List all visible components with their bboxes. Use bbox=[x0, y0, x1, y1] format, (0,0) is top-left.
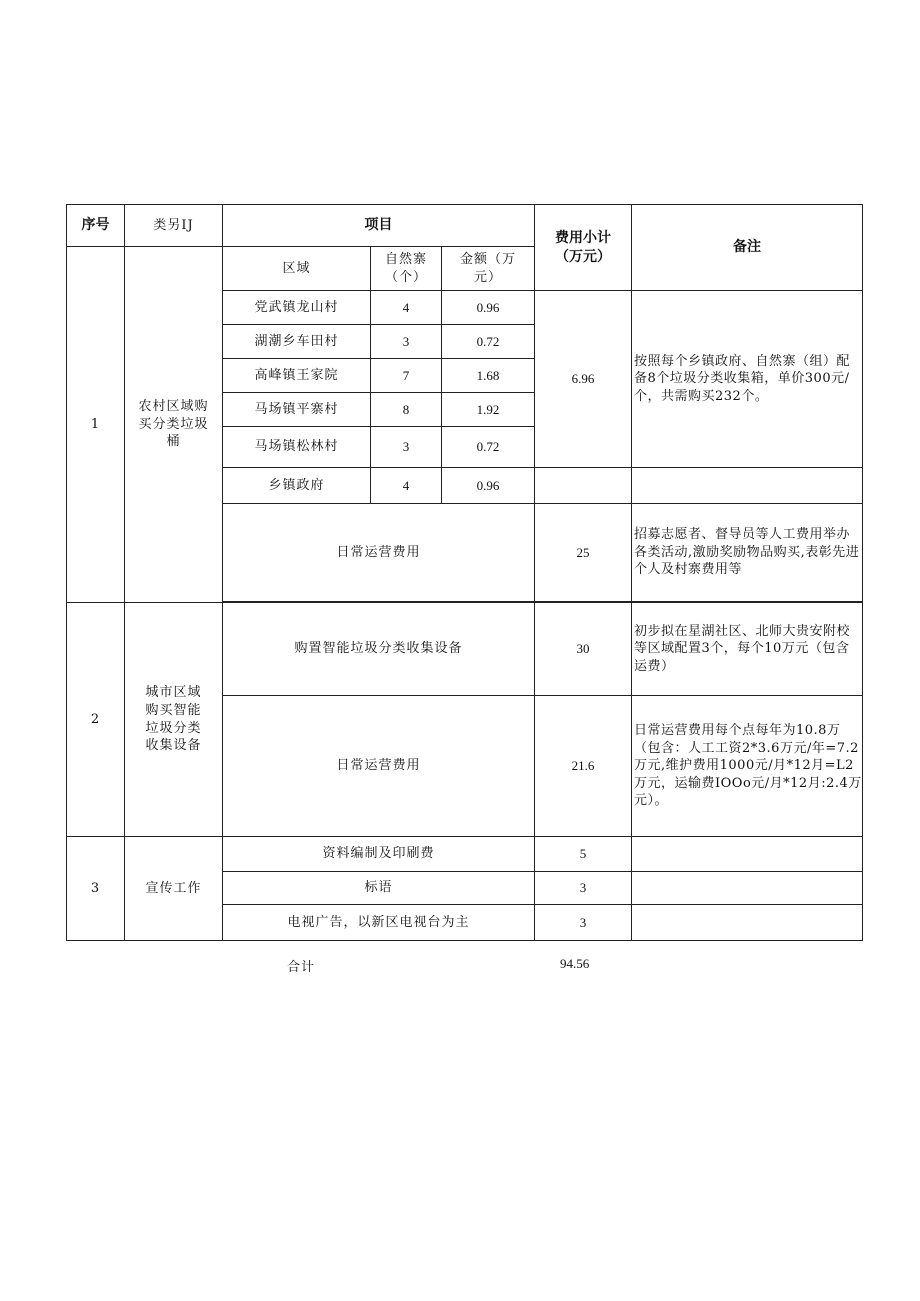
item-subtotal: 5 bbox=[535, 837, 632, 872]
amount-cell: 0.72 bbox=[442, 325, 535, 359]
purchase-subtotal: 30 bbox=[535, 603, 632, 696]
section1-seq: 1 bbox=[67, 247, 125, 603]
section2-seq: 2 bbox=[67, 603, 125, 837]
ops-label: 日常运营费用 bbox=[223, 504, 535, 602]
section3-seq: 3 bbox=[67, 837, 125, 941]
amount-cell: 1.68 bbox=[442, 359, 535, 393]
table-row bbox=[67, 837, 863, 872]
region-cell: 湖潮乡车田村 bbox=[223, 325, 371, 359]
purchase-remark: 初步拟在星湖社区、北师大贵安附校等区域配置3个，每个10万元（包含运费） bbox=[632, 603, 863, 696]
section1-subtotal: 6.96 bbox=[535, 291, 632, 468]
total-value: 94.56 bbox=[560, 956, 590, 971]
section2-category: 城市区域 购买智能 垃圾分类 收集设备 bbox=[125, 603, 223, 837]
section1-remark: 按照每个乡镇政府、自然寨（组）配备8个垃圾分类收集箱，单价300元/个，共需购买232个。 bbox=[632, 291, 863, 468]
total-label: 合计 bbox=[287, 960, 316, 975]
ops-remark: 招募志愿者、督导员等人工费用举办各类活动,激励奖励物品购买,表彰先进个人及村寨费用等 bbox=[632, 504, 863, 602]
section1-category: 农村区域购 买分类垃圾 桶 bbox=[125, 247, 223, 603]
budget-table bbox=[66, 204, 863, 941]
header-seq: 序号 bbox=[67, 205, 125, 247]
item-label: 电视广告，以新区电视台为主 bbox=[223, 905, 535, 941]
villages-cell: 8 bbox=[371, 393, 442, 427]
empty-cell bbox=[632, 905, 863, 941]
villages-cell: 7 bbox=[371, 359, 442, 393]
ops-remark: 日常运营费用每个点每年为10.8万（包含：人工工资2*3.6万元/年=7.2万元,维护费用1000元/月*12月=L2万元，运输费IOOo元/月*12月:2.4万元）。 bbox=[632, 696, 863, 837]
header-project: 项目 bbox=[223, 205, 535, 247]
section3-category: 宣传工作 bbox=[125, 837, 223, 941]
empty-cell bbox=[632, 872, 863, 905]
ops-label: 日常运营费用 bbox=[223, 696, 535, 837]
item-label: 标语 bbox=[223, 872, 535, 905]
empty-cell bbox=[535, 468, 632, 504]
header-amount: 金额（万 元） bbox=[442, 247, 535, 291]
amount-cell: 0.96 bbox=[442, 291, 535, 325]
region-cell: 党武镇龙山村 bbox=[223, 291, 371, 325]
header-remark: 备注 bbox=[632, 205, 863, 291]
empty-cell bbox=[632, 468, 863, 504]
header-region: 区域 bbox=[223, 247, 371, 291]
region-cell: 乡镇政府 bbox=[223, 468, 371, 504]
header-row bbox=[67, 205, 863, 247]
ops-subtotal: 25 bbox=[535, 504, 632, 602]
header-villages: 自然寨 （个） bbox=[371, 247, 442, 291]
region-cell: 高峰镇王家院 bbox=[223, 359, 371, 393]
villages-cell: 4 bbox=[371, 468, 442, 504]
ops-subtotal: 21.6 bbox=[535, 696, 632, 837]
villages-cell: 3 bbox=[371, 427, 442, 468]
item-subtotal: 3 bbox=[535, 872, 632, 905]
villages-cell: 4 bbox=[371, 291, 442, 325]
amount-cell: 1.92 bbox=[442, 393, 535, 427]
amount-cell: 0.96 bbox=[442, 468, 535, 504]
header-subtotal: 费用小计 （万元） bbox=[535, 205, 632, 291]
villages-cell: 3 bbox=[371, 325, 442, 359]
region-cell: 马场镇松林村 bbox=[223, 427, 371, 468]
item-label: 资料编制及印刷费 bbox=[223, 837, 535, 872]
region-cell: 马场镇平寨村 bbox=[223, 393, 371, 427]
table-row bbox=[67, 603, 863, 696]
amount-cell: 0.72 bbox=[442, 427, 535, 468]
empty-cell bbox=[632, 837, 863, 872]
purchase-label: 购置智能垃圾分类收集设备 bbox=[223, 603, 535, 696]
header-category: 类另IJ bbox=[125, 205, 223, 247]
item-subtotal: 3 bbox=[535, 905, 632, 941]
